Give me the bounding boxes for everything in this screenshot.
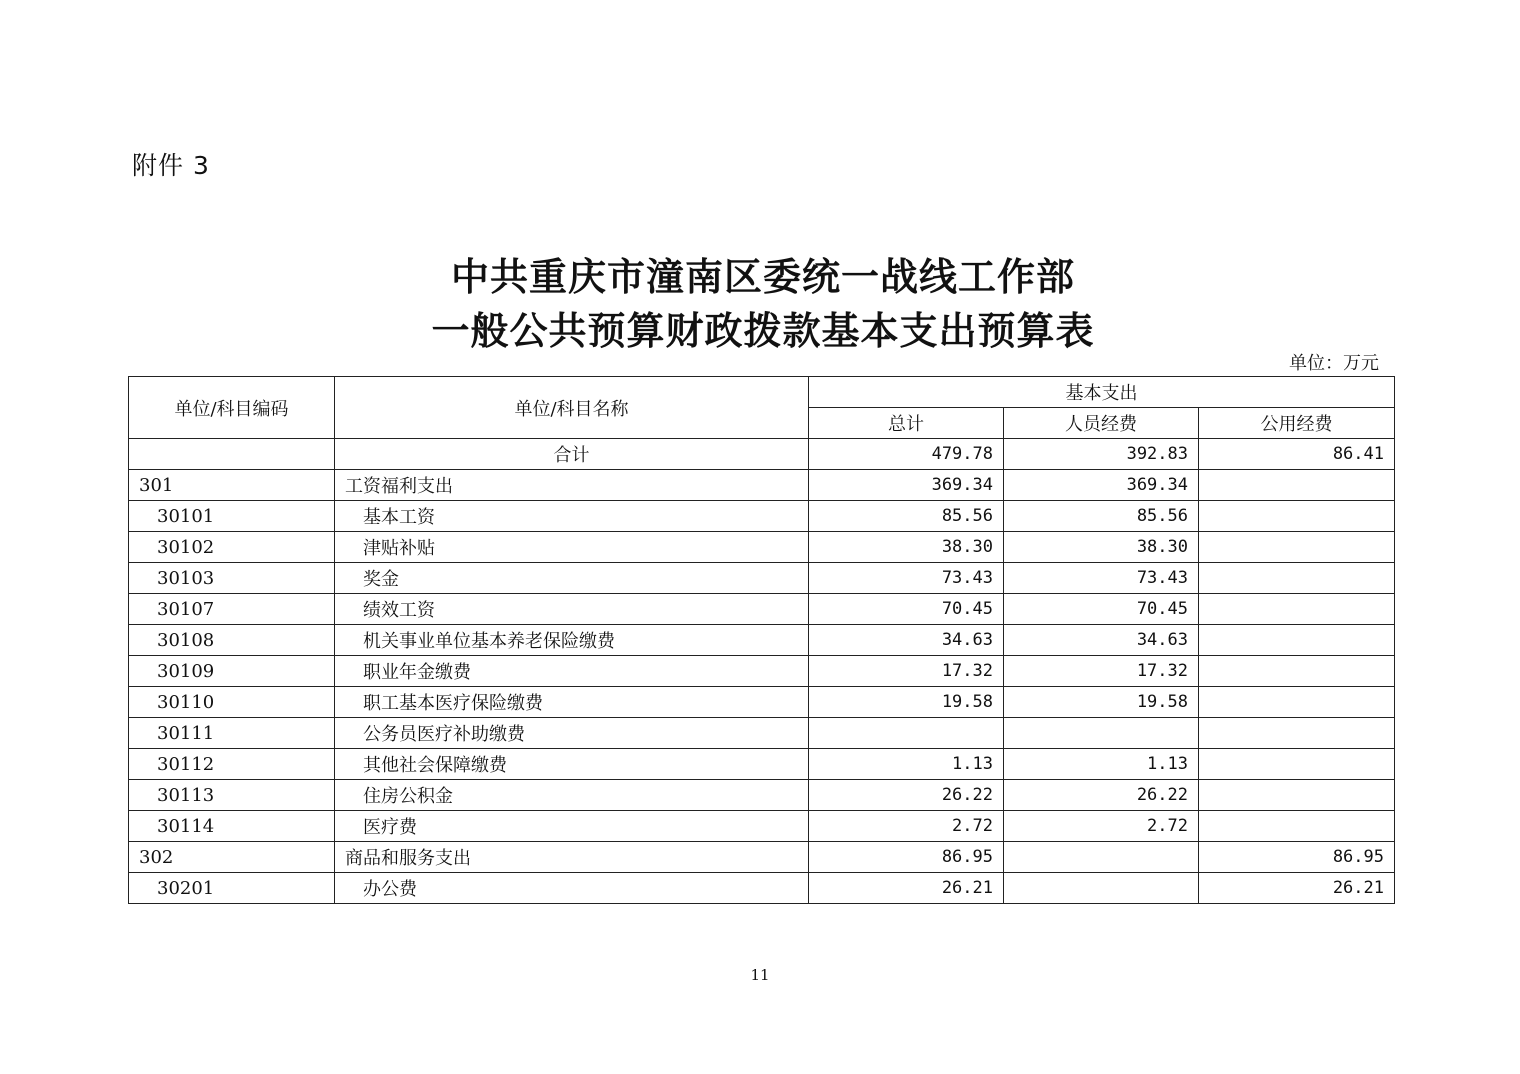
cell-personnel: 19.58 xyxy=(1004,687,1199,718)
table-row xyxy=(129,873,1395,904)
cell-code: 30103 xyxy=(129,563,335,594)
cell-code: 30109 xyxy=(129,656,335,687)
cell-name: 公务员医疗补助缴费 xyxy=(335,718,809,749)
cell-name: 机关事业单位基本养老保险缴费 xyxy=(335,625,809,656)
header-name: 单位/科目名称 xyxy=(335,377,809,439)
cell-public: 86.95 xyxy=(1199,842,1395,873)
table-row xyxy=(129,687,1395,718)
budget-table xyxy=(128,376,1395,904)
cell-public xyxy=(1199,563,1395,594)
cell-code: 30113 xyxy=(129,780,335,811)
cell-total: 38.30 xyxy=(809,532,1004,563)
cell-public xyxy=(1199,532,1395,563)
header-public: 公用经费 xyxy=(1199,408,1395,439)
cell-total: 479.78 xyxy=(809,439,1004,470)
cell-total: 85.56 xyxy=(809,501,1004,532)
cell-total: 26.21 xyxy=(809,873,1004,904)
table-header xyxy=(129,377,1395,439)
cell-code xyxy=(129,439,335,470)
cell-public xyxy=(1199,470,1395,501)
table-row xyxy=(129,563,1395,594)
cell-personnel: 73.43 xyxy=(1004,563,1199,594)
cell-personnel: 17.32 xyxy=(1004,656,1199,687)
cell-name: 合计 xyxy=(335,439,809,470)
table-row xyxy=(129,532,1395,563)
cell-personnel: 2.72 xyxy=(1004,811,1199,842)
cell-name: 职业年金缴费 xyxy=(335,656,809,687)
table-row xyxy=(129,439,1395,470)
header-basic-expenditure: 基本支出 xyxy=(809,377,1395,408)
cell-name: 奖金 xyxy=(335,563,809,594)
header-personnel: 人员经费 xyxy=(1004,408,1199,439)
cell-code: 30101 xyxy=(129,501,335,532)
cell-public xyxy=(1199,811,1395,842)
table-row xyxy=(129,749,1395,780)
document-title-line1: 中共重庆市潼南区委统一战线工作部 xyxy=(450,254,1075,299)
cell-public xyxy=(1199,625,1395,656)
cell-code: 30114 xyxy=(129,811,335,842)
cell-code: 30102 xyxy=(129,532,335,563)
cell-name: 商品和服务支出 xyxy=(335,842,809,873)
table-row xyxy=(129,718,1395,749)
document-title-line2: 一般公共预算财政拨款基本支出预算表 xyxy=(431,308,1095,353)
page-number: 11 xyxy=(750,966,770,984)
cell-personnel xyxy=(1004,842,1199,873)
table-body xyxy=(129,439,1395,904)
table-row xyxy=(129,625,1395,656)
cell-name: 其他社会保障缴费 xyxy=(335,749,809,780)
cell-personnel: 85.56 xyxy=(1004,501,1199,532)
attachment-label: 附件 3 xyxy=(132,151,210,180)
unit-label: 单位：万元 xyxy=(1289,353,1379,374)
table-row xyxy=(129,842,1395,873)
cell-total: 86.95 xyxy=(809,842,1004,873)
cell-public xyxy=(1199,780,1395,811)
cell-name: 基本工资 xyxy=(335,501,809,532)
cell-total: 17.32 xyxy=(809,656,1004,687)
cell-code: 301 xyxy=(129,470,335,501)
cell-total: 19.58 xyxy=(809,687,1004,718)
table-row xyxy=(129,656,1395,687)
cell-code: 30107 xyxy=(129,594,335,625)
cell-personnel: 392.83 xyxy=(1004,439,1199,470)
cell-public xyxy=(1199,594,1395,625)
cell-personnel: 34.63 xyxy=(1004,625,1199,656)
cell-public xyxy=(1199,501,1395,532)
cell-total: 34.63 xyxy=(809,625,1004,656)
cell-personnel xyxy=(1004,718,1199,749)
table-row xyxy=(129,780,1395,811)
cell-code: 30111 xyxy=(129,718,335,749)
cell-public xyxy=(1199,749,1395,780)
cell-code: 30108 xyxy=(129,625,335,656)
cell-public: 26.21 xyxy=(1199,873,1395,904)
cell-name: 津贴补贴 xyxy=(335,532,809,563)
cell-personnel xyxy=(1004,873,1199,904)
cell-total: 1.13 xyxy=(809,749,1004,780)
cell-code: 30112 xyxy=(129,749,335,780)
cell-personnel: 369.34 xyxy=(1004,470,1199,501)
table-row xyxy=(129,470,1395,501)
cell-name: 住房公积金 xyxy=(335,780,809,811)
cell-name: 绩效工资 xyxy=(335,594,809,625)
cell-public xyxy=(1199,656,1395,687)
cell-total xyxy=(809,718,1004,749)
cell-name: 办公费 xyxy=(335,873,809,904)
cell-public: 86.41 xyxy=(1199,439,1395,470)
cell-total: 26.22 xyxy=(809,780,1004,811)
cell-personnel: 70.45 xyxy=(1004,594,1199,625)
cell-personnel: 38.30 xyxy=(1004,532,1199,563)
cell-total: 70.45 xyxy=(809,594,1004,625)
cell-public xyxy=(1199,687,1395,718)
cell-total: 2.72 xyxy=(809,811,1004,842)
cell-code: 30201 xyxy=(129,873,335,904)
cell-total: 369.34 xyxy=(809,470,1004,501)
cell-personnel: 1.13 xyxy=(1004,749,1199,780)
cell-name: 工资福利支出 xyxy=(335,470,809,501)
table-row xyxy=(129,501,1395,532)
header-total: 总计 xyxy=(809,408,1004,439)
table-row xyxy=(129,811,1395,842)
cell-code: 302 xyxy=(129,842,335,873)
cell-name: 医疗费 xyxy=(335,811,809,842)
cell-name: 职工基本医疗保险缴费 xyxy=(335,687,809,718)
cell-public xyxy=(1199,718,1395,749)
table-row xyxy=(129,594,1395,625)
cell-code: 30110 xyxy=(129,687,335,718)
cell-total: 73.43 xyxy=(809,563,1004,594)
cell-personnel: 26.22 xyxy=(1004,780,1199,811)
header-code: 单位/科目编码 xyxy=(129,377,335,439)
